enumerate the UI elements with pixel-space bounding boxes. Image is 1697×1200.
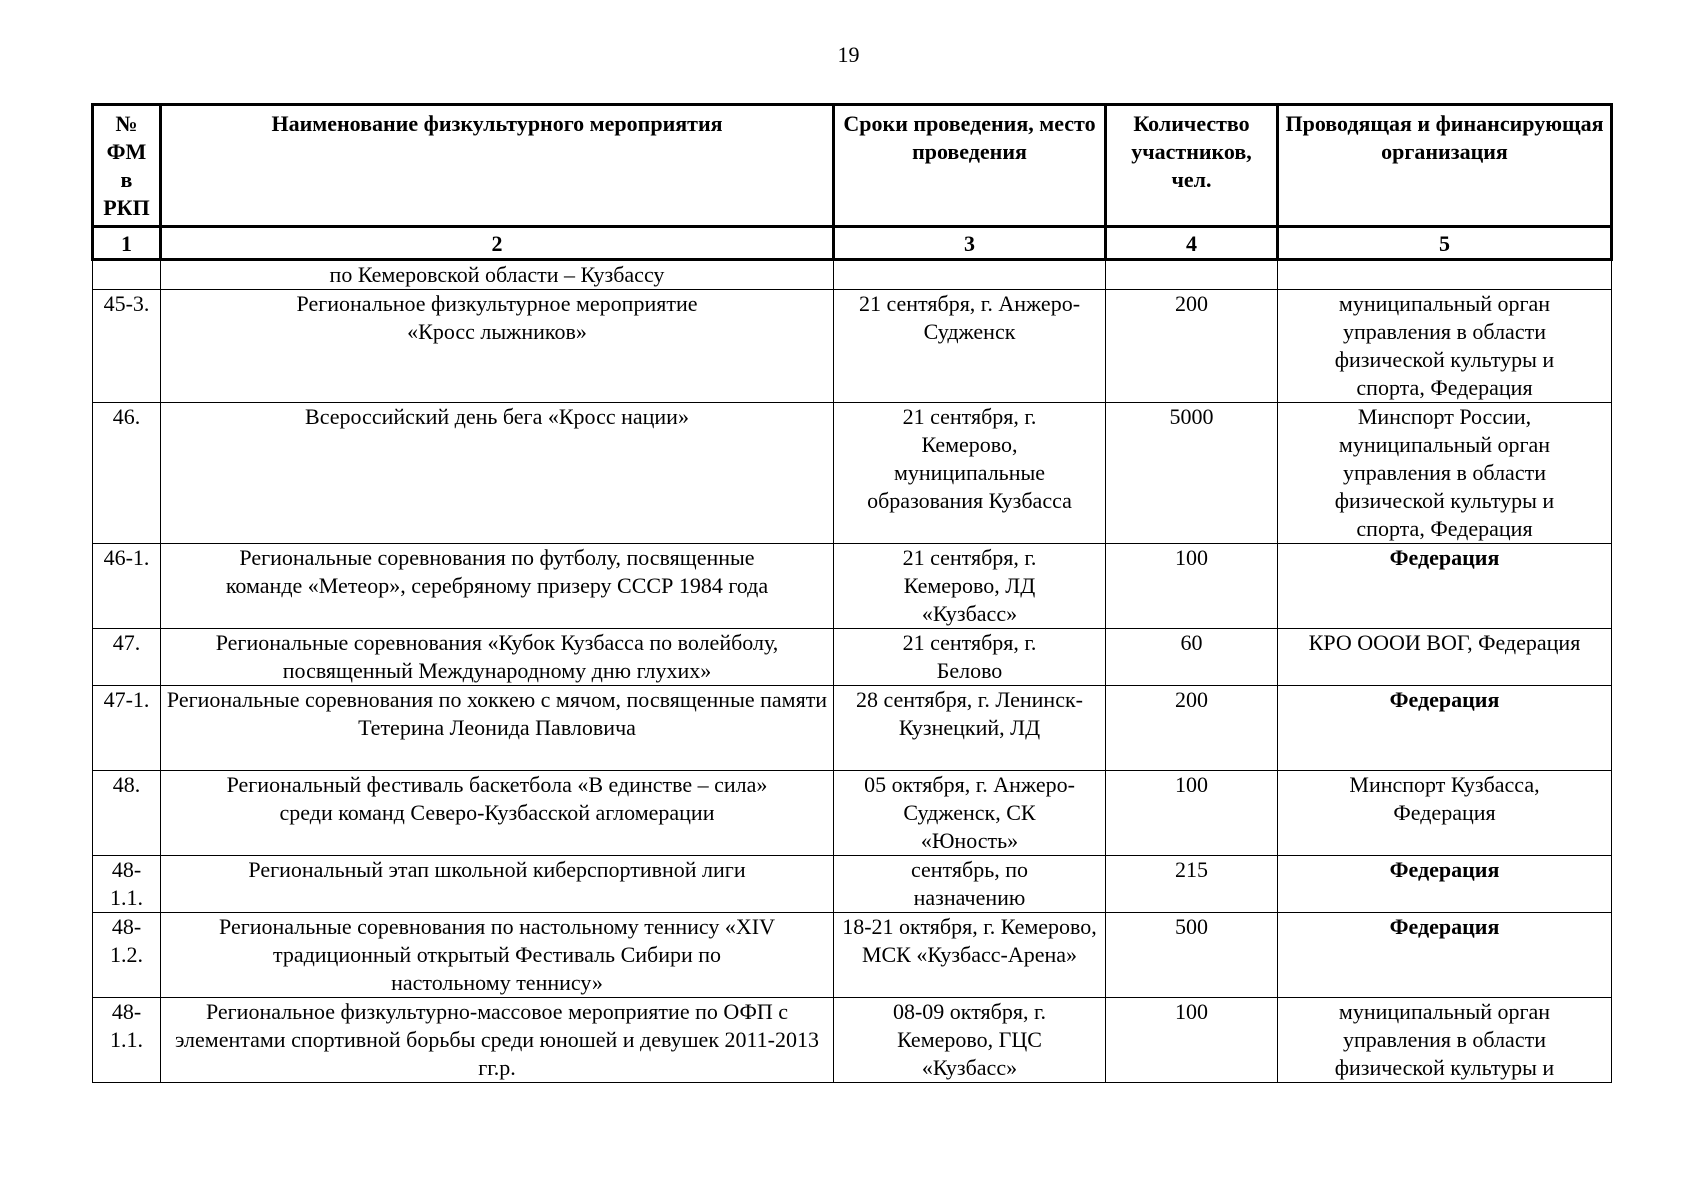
event-number (93, 260, 161, 290)
event-organization: Федерация (1278, 856, 1612, 913)
table-row (93, 771, 1612, 856)
event-number: 48-1.1. (93, 998, 161, 1083)
event-participants: 5000 (1106, 403, 1278, 544)
event-number: 48. (93, 771, 161, 856)
event-organization: Федерация (1278, 686, 1612, 771)
event-number: 47. (93, 629, 161, 686)
event-organization: Федерация (1278, 544, 1612, 629)
event-number: 45-3. (93, 290, 161, 403)
event-organization (1278, 260, 1612, 290)
table-row (93, 686, 1612, 771)
header-participants: Количество участников, чел. (1106, 105, 1278, 227)
header-number: № ФМ в РКП (93, 105, 161, 227)
event-name: Региональные соревнования по хоккею с мячом, посвященные памяти Тетерина Леонида Павловича (161, 686, 834, 771)
event-dates-place: сентябрь, по назначению (834, 856, 1106, 913)
header-dates-place: Сроки проведения, место проведения (834, 105, 1106, 227)
table-row (93, 629, 1612, 686)
table-row (93, 913, 1612, 998)
event-participants: 500 (1106, 913, 1278, 998)
event-organization: Минспорт Кузбасса, Федерация (1278, 771, 1612, 856)
event-dates-place: 21 сентября, г. Кемерово, ЛД «Кузбасс» (834, 544, 1106, 629)
event-dates-place: 05 октября, г. Анжеро-Судженск, СК «Юность» (834, 771, 1106, 856)
event-participants: 200 (1106, 290, 1278, 403)
event-participants: 100 (1106, 998, 1278, 1083)
table-row (93, 856, 1612, 913)
event-participants: 200 (1106, 686, 1278, 771)
table-row (93, 403, 1612, 544)
table-row (93, 998, 1612, 1083)
event-dates-place: 21 сентября, г. Анжеро-Судженск (834, 290, 1106, 403)
header-event-name: Наименование физкультурного мероприятия (161, 105, 834, 227)
event-number: 46-1. (93, 544, 161, 629)
event-name: по Кемеровской области – Кузбассу (161, 260, 834, 290)
event-number: 47-1. (93, 686, 161, 771)
event-number: 48-1.1. (93, 856, 161, 913)
event-name: Региональные соревнования по футболу, посвященные команде «Метеор», серебряному призеру СССР 1984 года (161, 544, 834, 629)
event-organization: Федерация (1278, 913, 1612, 998)
event-dates-place (834, 260, 1106, 290)
event-organization: КРО ОООИ ВОГ, Федерация (1278, 629, 1612, 686)
column-number: 5 (1278, 227, 1612, 260)
event-organization: Минспорт России, муниципальный орган управления в области физической культуры и спорта, Федерация (1278, 403, 1612, 544)
table-row (93, 260, 1612, 290)
column-number: 3 (834, 227, 1106, 260)
event-name: Всероссийский день бега «Кросс нации» (161, 403, 834, 544)
event-name: Региональные соревнования «Кубок Кузбасса по волейболу, посвященный Международному дню глухих» (161, 629, 834, 686)
event-number: 46. (93, 403, 161, 544)
event-dates-place: 21 сентября, г. Белово (834, 629, 1106, 686)
events-table (91, 103, 1613, 1083)
column-number: 2 (161, 227, 834, 260)
event-number: 48-1.2. (93, 913, 161, 998)
event-dates-place: 18-21 октября, г. Кемерово, МСК «Кузбасс-Арена» (834, 913, 1106, 998)
header-organization: Проводящая и финансирующая организация (1278, 105, 1612, 227)
column-number-row (93, 227, 1612, 260)
event-name: Региональный этап школьной киберспортивной лиги (161, 856, 834, 913)
event-organization: муниципальный орган управления в области физической культуры и спорта, Федерация (1278, 290, 1612, 403)
event-participants (1106, 260, 1278, 290)
event-name: Региональный фестиваль баскетбола «В единстве – сила» среди команд Северо-Кузбасской агломерации (161, 771, 834, 856)
event-participants: 60 (1106, 629, 1278, 686)
column-number: 1 (93, 227, 161, 260)
column-number: 4 (1106, 227, 1278, 260)
table-row (93, 290, 1612, 403)
event-organization: муниципальный орган управления в области физической культуры и (1278, 998, 1612, 1083)
page-number: 19 (837, 42, 860, 67)
event-dates-place: 08-09 октября, г. Кемерово, ГЦС «Кузбасс» (834, 998, 1106, 1083)
event-name: Региональное физкультурное мероприятие «Кросс лыжников» (161, 290, 834, 403)
event-name: Региональное физкультурно-массовое мероприятие по ОФП с элементами спортивной борьбы среди юношей и девушек 2011-2013 гг.р. (161, 998, 834, 1083)
event-name: Региональные соревнования по настольному теннису «XIV традиционный открытый Фестиваль Сибири по настольному теннису» (161, 913, 834, 998)
table-header-row (93, 105, 1612, 227)
event-participants: 215 (1106, 856, 1278, 913)
table-row (93, 544, 1612, 629)
event-participants: 100 (1106, 771, 1278, 856)
event-dates-place: 21 сентября, г. Кемерово, муниципальные образования Кузбасса (834, 403, 1106, 544)
event-participants: 100 (1106, 544, 1278, 629)
event-dates-place: 28 сентября, г. Ленинск-Кузнецкий, ЛД (834, 686, 1106, 771)
